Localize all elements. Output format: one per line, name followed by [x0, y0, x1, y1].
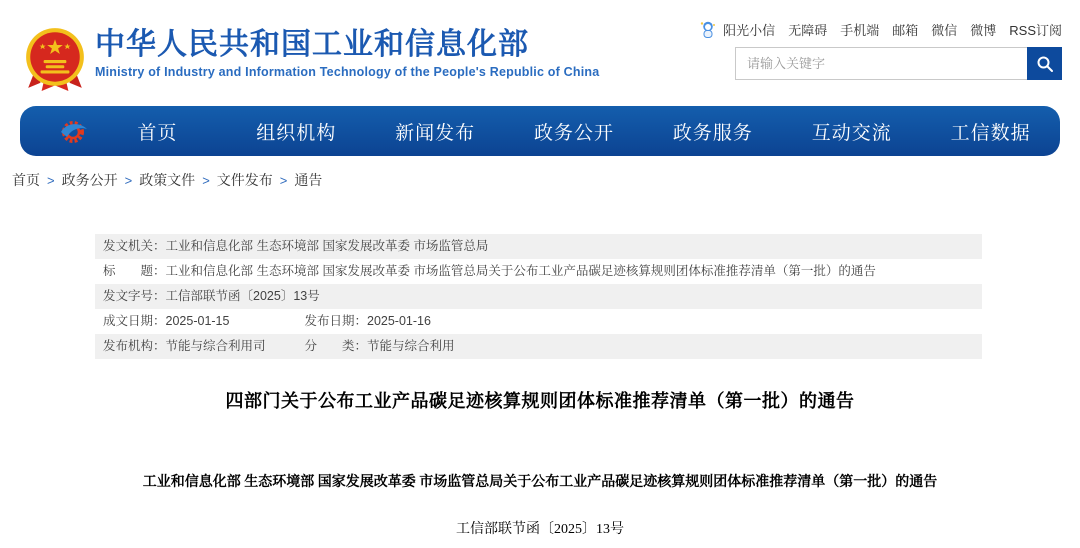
- meta-value: 节能与综合利用: [367, 339, 455, 353]
- link-weibo[interactable]: 微博: [970, 23, 997, 38]
- article-subtitle: 工业和信息化部 生态环境部 国家发展改革委 市场监管总局关于公布工业产品碳足迹核算规则团体标准推荐清单（第一批）的通告: [142, 475, 938, 490]
- breadcrumb-separator: >: [279, 173, 288, 188]
- nav-item-news[interactable]: 新闻发布: [395, 122, 476, 144]
- meta-value: 2025-01-15: [165, 314, 230, 328]
- meta-row-publisher-category: [95, 334, 982, 359]
- search-box: [735, 47, 1062, 80]
- nav-item-organization[interactable]: 组织机构: [256, 122, 337, 144]
- meta-value: 工业和信息化部 生态环境部 国家发展改革委 市场监管总局关于公布工业产品碳足迹核算规则团体标准推荐清单（第一批）的通告: [165, 264, 876, 278]
- main-nav: [20, 106, 1060, 156]
- link-accessibility[interactable]: 无障碍: [788, 23, 828, 38]
- meta-label: 成文日期：: [103, 314, 166, 328]
- meta-row-doc-number: [95, 284, 982, 309]
- brand-text: [95, 26, 599, 79]
- meta-label: 分 类：: [304, 339, 367, 353]
- meta-value: 2025-01-16: [367, 314, 431, 328]
- breadcrumb-document-release[interactable]: 文件发布: [216, 172, 273, 188]
- breadcrumb-home[interactable]: 首页: [12, 172, 40, 188]
- meta-value: 工信部联节函〔2025〕13号: [165, 289, 320, 303]
- meta-label: 发文机关：: [103, 239, 166, 253]
- nav-item-home[interactable]: 首页: [137, 122, 178, 144]
- meta-value: 工业和信息化部 生态环境部 国家发展改革委 市场监管总局: [165, 239, 489, 253]
- meta-label: 发布机构：: [103, 339, 166, 353]
- breadcrumb-separator: >: [202, 173, 210, 188]
- quick-links: [700, 20, 1062, 39]
- nav-item-gov-disclosure[interactable]: 政务公开: [534, 122, 615, 144]
- meta-label: 标 题：: [103, 264, 166, 278]
- search-icon: [1036, 55, 1054, 73]
- site-logo[interactable]: [24, 26, 599, 92]
- miit-swirl-logo-icon: [60, 117, 88, 145]
- link-mail[interactable]: 邮箱: [892, 23, 919, 38]
- site-header: [0, 0, 1080, 106]
- meta-value: 节能与综合利用司: [165, 339, 266, 353]
- breadcrumb-notice-current: 通告: [294, 172, 323, 188]
- article-title: 四部门关于公布工业产品碳足迹核算规则团体标准推荐清单（第一批）的通告: [225, 391, 855, 411]
- site-title: 中华人民共和国工业和信息化部: [95, 28, 529, 61]
- breadcrumb: [12, 170, 1080, 190]
- meta-label: 发文字号：: [103, 289, 166, 303]
- meta-row-title: [95, 259, 982, 284]
- mascot-icon: [700, 20, 716, 39]
- site-subtitle: Ministry of Industry and Information Technology of the People's Republic of China: [95, 65, 600, 79]
- breadcrumb-policy-documents[interactable]: 政策文件: [139, 172, 196, 188]
- nav-item-miit-data[interactable]: 工信数据: [950, 122, 1031, 144]
- content: [0, 234, 1080, 538]
- link-sunshine-mascot[interactable]: 阳光小信: [723, 23, 776, 38]
- nav-item-interaction[interactable]: 互动交流: [811, 122, 892, 144]
- nav-item-gov-service[interactable]: 政务服务: [672, 122, 753, 144]
- national-emblem-icon: [24, 26, 86, 92]
- meta-row-dates: [95, 309, 982, 334]
- breadcrumb-separator: >: [124, 173, 133, 188]
- link-wechat[interactable]: 微信: [931, 23, 958, 38]
- meta-row-issuing-agency: [95, 234, 982, 259]
- link-rss[interactable]: RSS订阅: [1009, 23, 1062, 38]
- document-meta-table: [95, 234, 982, 359]
- breadcrumb-gov-disclosure[interactable]: 政务公开: [61, 172, 118, 188]
- meta-label: 发布日期：: [304, 314, 367, 328]
- search-button[interactable]: [1027, 47, 1062, 80]
- breadcrumb-separator: >: [47, 173, 55, 188]
- search-input[interactable]: [736, 48, 1027, 79]
- link-mobile[interactable]: 手机端: [840, 23, 880, 38]
- article-doc-number: 工信部联节函〔2025〕13号: [456, 522, 624, 537]
